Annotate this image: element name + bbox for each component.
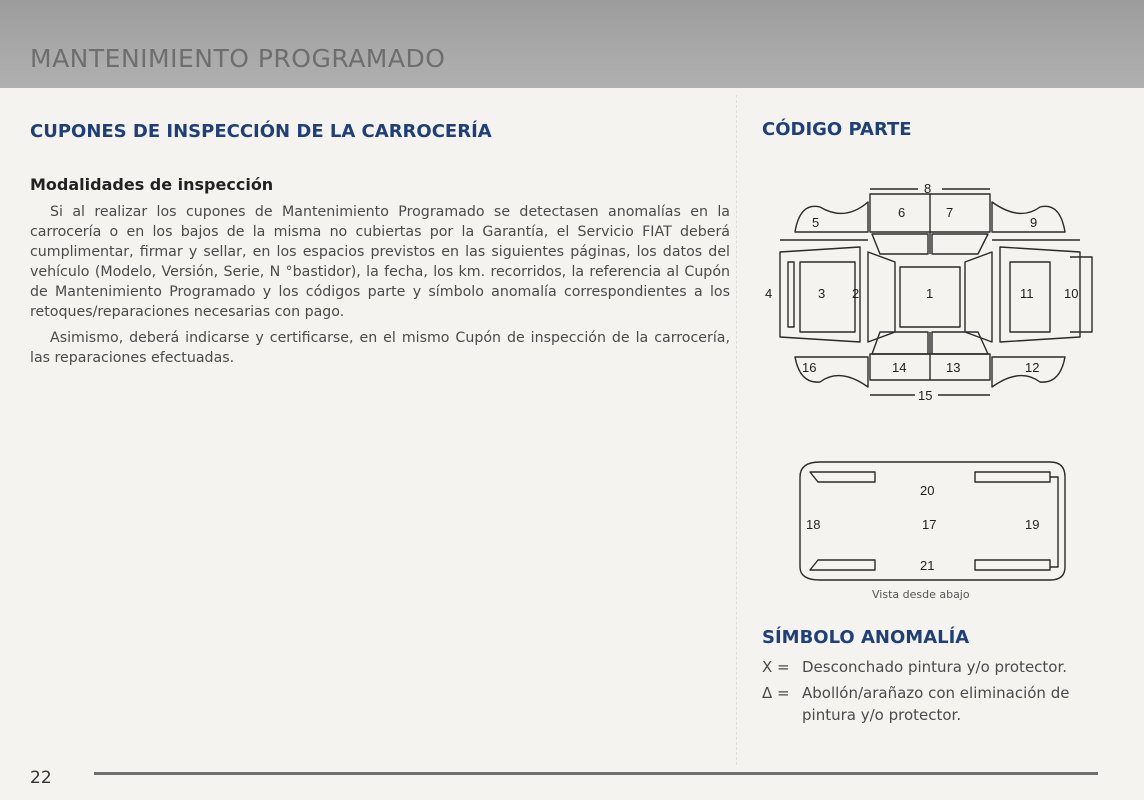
part-number-6: 6 xyxy=(898,205,906,220)
part-number-19: 19 xyxy=(1025,517,1040,532)
legend-desc-desconchado: Desconchado pintura y/o protector. xyxy=(802,658,1068,676)
car-body-diagram xyxy=(760,172,1100,592)
part-number-17: 17 xyxy=(922,517,937,532)
anomaly-legend xyxy=(762,656,1102,730)
part-number-11: 11 xyxy=(1020,286,1034,301)
section-title-codigo-parte: CÓDIGO PARTE xyxy=(762,119,912,140)
column-divider xyxy=(736,95,737,765)
section-title-simbolo-anomalia: SÍMBOLO ANOMALÍA xyxy=(762,627,970,648)
part-number-14: 14 xyxy=(892,360,907,375)
paragraph-1: Si al realizar los cupones de Mantenimiento Programado se detectasen anomalías en la carrocería o en los bajos de la misma no cubiertas por la Garantía, el Servicio FIAT deberá cumplimentar, firmar y sellar, en los espacios previstos en las siguientes páginas, los datos del vehículo (Modelo, Versión, Serie, N °bastidor), la fecha, los km. recorridos, la referencia al Cupón de Mantenimiento Programado y los códigos parte y símbolo anomalía correspondientes a los retoques/reparaciones necesarias con pago. xyxy=(30,204,730,320)
part-number-7: 7 xyxy=(946,205,954,220)
footer-rule xyxy=(94,772,1098,775)
part-number-4: 4 xyxy=(765,286,773,301)
legend-desc-abollon: Abollón/arañazo con eliminación de pintura y/o protector. xyxy=(802,684,1070,724)
part-number-10: 10 xyxy=(1064,286,1079,301)
legend-symbol-x: X = xyxy=(762,658,790,676)
part-number-18: 18 xyxy=(806,517,821,532)
part-number-15: 15 xyxy=(918,388,933,403)
page-header-title: MANTENIMIENTO PROGRAMADO xyxy=(30,44,446,73)
part-number-1: 1 xyxy=(926,286,934,301)
part-number-8: 8 xyxy=(924,181,932,196)
part-number-12: 12 xyxy=(1025,360,1040,375)
legend-row-desconchado xyxy=(762,656,1102,678)
page-number: 22 xyxy=(30,768,52,788)
part-number-21: 21 xyxy=(920,558,935,573)
part-number-9: 9 xyxy=(1030,215,1038,230)
part-number-16: 16 xyxy=(802,360,817,375)
subsection-title-modalidades: Modalidades de inspección xyxy=(30,175,274,194)
legend-symbol-triangle: Δ = xyxy=(762,684,790,702)
part-number-2: 2 xyxy=(852,286,860,301)
paragraph-2: Asimismo, deberá indicarse y certificarse, en el mismo Cupón de inspección de la carrocería, las reparaciones efectuadas. xyxy=(30,330,730,366)
part-number-5: 5 xyxy=(812,215,820,230)
legend-row-abollon xyxy=(762,682,1102,726)
body-text xyxy=(30,202,730,374)
part-number-3: 3 xyxy=(818,286,826,301)
part-number-20: 20 xyxy=(920,483,935,498)
section-title-cupones: CUPONES DE INSPECCIÓN DE LA CARROCERÍA xyxy=(30,121,492,142)
vista-caption: Vista desde abajo xyxy=(872,588,970,601)
part-number-13: 13 xyxy=(946,360,961,375)
